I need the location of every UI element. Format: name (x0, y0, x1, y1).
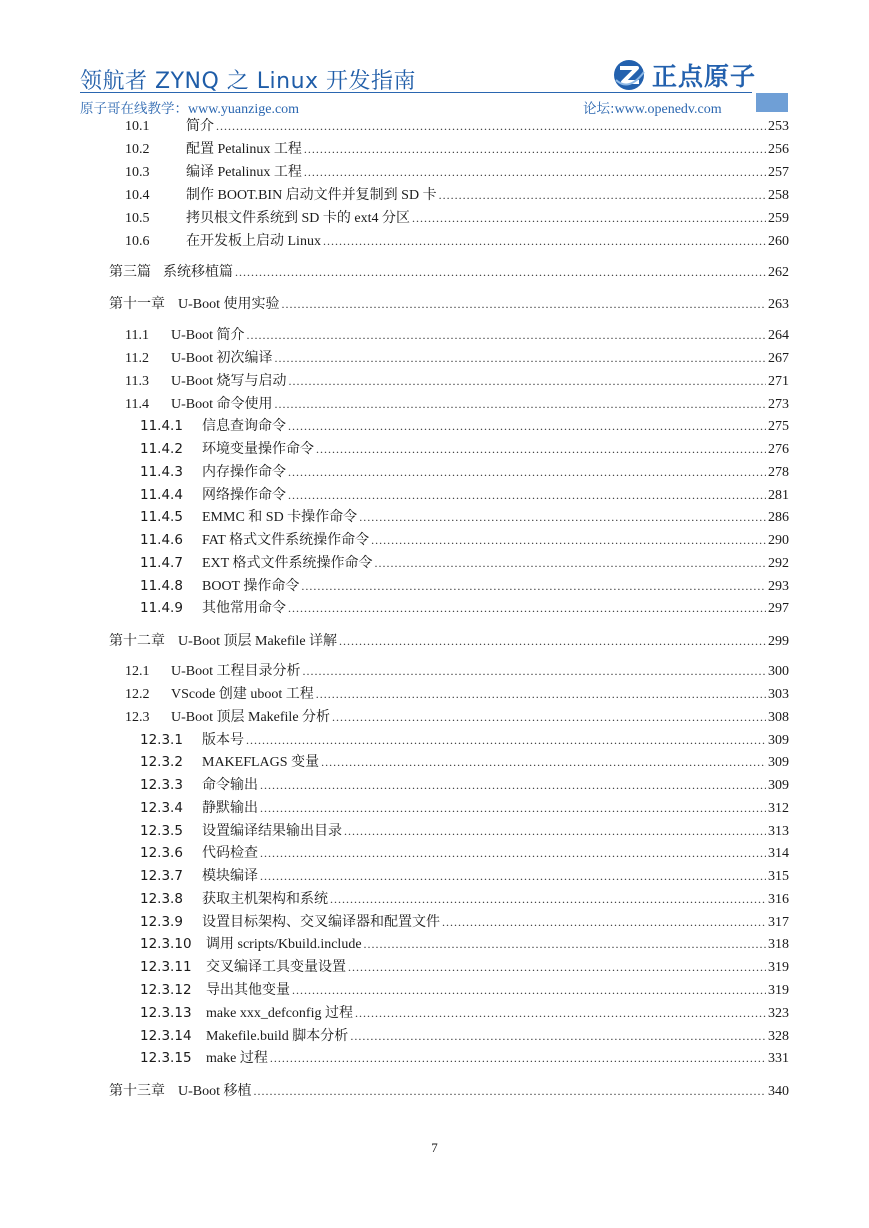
toc-leader-dots (374, 556, 766, 571)
header-divider (80, 92, 752, 93)
toc-entry-number: 10.6 (125, 234, 150, 249)
toc-entry-number: 12.3.13 (140, 1005, 192, 1021)
toc-entry-number: 11.4.4 (140, 487, 183, 503)
toc-chapter-entry[interactable] (109, 630, 789, 650)
toc-entry-title: VScode 创建 uboot 工程 (171, 687, 314, 702)
toc-entry-title: 获取主机架构和系统 (202, 892, 328, 907)
toc-entry-title: 交叉编译工具变量设置 (206, 960, 346, 975)
toc-section-entry[interactable] (125, 370, 789, 390)
toc-entry-page: 286 (768, 510, 789, 525)
toc-entry-number: 10.2 (125, 142, 150, 157)
toc-entry-number: 12.3.10 (140, 936, 192, 952)
toc-leader-dots (439, 188, 766, 203)
toc-entry-page: 299 (768, 634, 789, 649)
toc-entry-page: 314 (768, 846, 789, 861)
toc-entry-number: 12.3.9 (140, 914, 183, 930)
toc-entry-title: 模块编译 (202, 869, 258, 884)
toc-leader-dots (246, 733, 766, 748)
toc-entry-number: 11.4.6 (140, 532, 183, 548)
toc-leader-dots (260, 869, 766, 884)
toc-entry-page: 309 (768, 755, 789, 770)
header-left-label: 原子哥在线教学： (80, 101, 188, 117)
toc-entry-title: 配置 Petalinux 工程 (186, 142, 302, 157)
toc-entry-title: 拷贝根文件系统到 SD 卡的 ext4 分区 (186, 211, 410, 226)
toc-entry-number: 12.3.5 (140, 823, 183, 839)
toc-subsection-entry[interactable] (140, 751, 789, 771)
toc-entry-page: 267 (768, 351, 789, 366)
toc-entry-page: 316 (768, 892, 789, 907)
toc-subsection-entry[interactable] (140, 820, 789, 840)
toc-entry-number: 10.3 (125, 165, 150, 180)
toc-leader-dots (282, 297, 767, 312)
toc-entry-page: 319 (768, 960, 789, 975)
toc-subsection-entry[interactable] (140, 729, 789, 749)
toc-entry-number: 第三篇 (109, 265, 151, 280)
toc-subsection-entry[interactable] (140, 911, 789, 931)
toc-leader-dots (292, 983, 766, 998)
toc-subsection-entry[interactable] (140, 1002, 789, 1022)
toc-entry-page: 318 (768, 937, 789, 952)
toc-entry-number: 12.3.4 (140, 800, 183, 816)
toc-leader-dots (289, 374, 767, 389)
toc-entry-number: 11.4.5 (140, 509, 183, 525)
toc-entry-number: 11.1 (125, 328, 149, 343)
toc-subsection-entry[interactable] (140, 552, 789, 572)
toc-leader-dots (235, 265, 766, 280)
toc-entry-page: 276 (768, 442, 789, 457)
toc-entry-title: 代码检查 (202, 846, 258, 861)
toc-entry-number: 11.3 (125, 374, 149, 389)
toc-entry-title: EXT 格式文件系统操作命令 (202, 556, 373, 571)
toc-subsection-entry[interactable] (140, 415, 789, 435)
toc-entry-number: 12.3.6 (140, 845, 183, 861)
toc-leader-dots (288, 419, 766, 434)
toc-entry-number: 12.3.3 (140, 777, 183, 793)
toc-entry-title: U-Boot 移植 (178, 1084, 252, 1099)
toc-entry-title: U-Boot 顶层 Makefile 分析 (171, 710, 331, 725)
toc-section-entry[interactable] (125, 683, 789, 703)
toc-subsection-entry[interactable] (140, 506, 789, 526)
toc-section-entry[interactable] (125, 184, 789, 204)
toc-entry-title: 静默输出 (202, 801, 258, 816)
toc-entry-page: 256 (768, 142, 789, 157)
toc-section-entry[interactable] (125, 161, 789, 181)
toc-entry-title: 简介 (186, 119, 214, 134)
toc-entry-page: 281 (768, 488, 789, 503)
toc-entry-page: 258 (768, 188, 789, 203)
toc-subsection-entry[interactable] (140, 575, 789, 595)
toc-entry-title: 在开发板上启动 Linux (186, 234, 321, 249)
toc-leader-dots (260, 778, 766, 793)
toc-entry-title: make xxx_defconfig 过程 (206, 1006, 353, 1021)
toc-entry-number: 12.3.7 (140, 868, 183, 884)
toc-leader-dots (371, 533, 766, 548)
toc-entry-title: make 过程 (206, 1051, 268, 1066)
toc-entry-title: U-Boot 简介 (171, 328, 245, 343)
toc-entry-title: 制作 BOOT.BIN 启动文件并复制到 SD 卡 (186, 188, 437, 203)
toc-entry-page: 312 (768, 801, 789, 816)
toc-entry-page: 271 (768, 374, 789, 389)
toc-leader-dots (288, 488, 766, 503)
toc-subsection-entry[interactable] (140, 842, 789, 862)
toc-leader-dots (303, 664, 767, 679)
toc-leader-dots (339, 634, 766, 649)
toc-section-entry[interactable] (125, 138, 789, 158)
company-logo (612, 58, 756, 92)
toc-entry-number: 12.3.14 (140, 1028, 192, 1044)
toc-entry-title: U-Boot 烧写与启动 (171, 374, 287, 389)
toc-entry-title: BOOT 操作命令 (202, 579, 300, 594)
toc-entry-number: 11.4.7 (140, 555, 183, 571)
toc-subsection-entry[interactable] (140, 933, 789, 953)
toc-section-entry[interactable] (125, 230, 789, 250)
toc-entry-number: 12.3.2 (140, 754, 183, 770)
toc-entry-page: 309 (768, 733, 789, 748)
toc-entry-page: 290 (768, 533, 789, 548)
toc-entry-number: 12.3.11 (140, 959, 192, 975)
toc-entry-number: 11.4 (125, 397, 149, 412)
page-number: 7 (431, 1140, 438, 1155)
toc-subsection-entry[interactable] (140, 438, 789, 458)
toc-entry-title: FAT 格式文件系统操作命令 (202, 533, 370, 548)
toc-section-entry[interactable] (125, 324, 789, 344)
toc-entry-number: 第十二章 (109, 634, 165, 649)
header-left-url[interactable]: www.yuanzige.com (188, 102, 300, 117)
toc-entry-page: 313 (768, 824, 789, 839)
toc-section-entry[interactable] (125, 207, 789, 227)
toc-entry-page: 308 (768, 710, 789, 725)
toc-entry-number: 10.4 (125, 188, 150, 203)
toc-entry-number: 12.3.15 (140, 1050, 192, 1066)
toc-entry-title: 其他常用命令 (202, 601, 286, 616)
toc-entry-page: 278 (768, 465, 789, 480)
toc-leader-dots (275, 397, 767, 412)
toc-entry-number: 11.4.2 (140, 441, 183, 457)
toc-section-entry[interactable] (125, 393, 789, 413)
toc-leader-dots (270, 1051, 766, 1066)
toc-part-entry[interactable] (109, 261, 789, 281)
toc-entry-title: 网络操作命令 (202, 488, 286, 503)
toc-entry-page: 260 (768, 234, 789, 249)
toc-entry-title: 内存操作命令 (202, 465, 286, 480)
toc-section-entry[interactable] (125, 347, 789, 367)
toc-entry-page: 317 (768, 915, 789, 930)
toc-entry-number: 12.2 (125, 687, 150, 702)
toc-entry-number: 11.2 (125, 351, 149, 366)
toc-entry-page: 292 (768, 556, 789, 571)
toc-entry-page: 309 (768, 778, 789, 793)
toc-subsection-entry[interactable] (140, 979, 789, 999)
toc-entry-title: EMMC 和 SD 卡操作命令 (202, 510, 358, 525)
toc-subsection-entry[interactable] (140, 956, 789, 976)
toc-entry-title: 系统移植篇 (163, 265, 233, 280)
toc-leader-dots (216, 119, 766, 134)
toc-subsection-entry[interactable] (140, 888, 789, 908)
toc-subsection-entry[interactable] (140, 461, 789, 481)
toc-entry-page: 257 (768, 165, 789, 180)
toc-leader-dots (247, 328, 767, 343)
toc-entry-number: 10.1 (125, 119, 150, 134)
toc-leader-dots (350, 1029, 766, 1044)
toc-entry-title: 导出其他变量 (206, 983, 290, 998)
toc-entry-page: 328 (768, 1029, 789, 1044)
toc-leader-dots (344, 824, 766, 839)
toc-entry-title: U-Boot 初次编译 (171, 351, 273, 366)
toc-entry-page: 303 (768, 687, 789, 702)
toc-leader-dots (364, 937, 766, 952)
toc-entry-number: 第十一章 (109, 297, 165, 312)
toc-entry-title: U-Boot 命令使用 (171, 397, 273, 412)
toc-entry-title: 命令输出 (202, 778, 258, 793)
toc-entry-number: 11.4.1 (140, 418, 183, 434)
toc-leader-dots (275, 351, 767, 366)
toc-leader-dots (348, 960, 766, 975)
toc-leader-dots (301, 579, 766, 594)
toc-entry-number: 12.3.12 (140, 982, 192, 998)
toc-entry-page: 253 (768, 119, 789, 134)
toc-leader-dots (355, 1006, 766, 1021)
toc-entry-number: 12.3 (125, 710, 150, 725)
toc-entry-number: 12.3.8 (140, 891, 183, 907)
toc-entry-page: 297 (768, 601, 789, 616)
toc-leader-dots (288, 465, 766, 480)
toc-entry-number: 12.1 (125, 664, 150, 679)
toc-entry-title: 信息查询命令 (202, 419, 286, 434)
toc-entry-number: 11.4.3 (140, 464, 183, 480)
toc-entry-number: 11.4.9 (140, 600, 183, 616)
toc-leader-dots (359, 510, 766, 525)
toc-subsection-entry[interactable] (140, 797, 789, 817)
toc-leader-dots (254, 1084, 767, 1099)
toc-leader-dots (412, 211, 766, 226)
toc-chapter-entry[interactable] (109, 293, 789, 313)
toc-subsection-entry[interactable] (140, 1025, 789, 1045)
toc-entry-page: 319 (768, 983, 789, 998)
toc-entry-page: 264 (768, 328, 789, 343)
toc-entry-page: 262 (768, 265, 789, 280)
header-right-label: 论坛: (583, 101, 615, 117)
toc-entry-title: U-Boot 工程目录分析 (171, 664, 301, 679)
toc-leader-dots (323, 234, 766, 249)
header-right-url[interactable]: www.openedv.com (614, 102, 722, 117)
toc-entry-page: 263 (768, 297, 789, 312)
toc-leader-dots (288, 601, 766, 616)
toc-entry-title: 环境变量操作命令 (202, 442, 314, 457)
toc-leader-dots (332, 710, 766, 725)
toc-section-entry[interactable] (125, 660, 789, 680)
toc-entry-page: 340 (768, 1084, 789, 1099)
toc-entry-page: 300 (768, 664, 789, 679)
toc-subsection-entry[interactable] (140, 865, 789, 885)
toc-leader-dots (321, 755, 766, 770)
toc-leader-dots (304, 142, 766, 157)
toc-entry-number: 第十三章 (109, 1084, 165, 1099)
toc-leader-dots (316, 442, 766, 457)
toc-entry-title: U-Boot 使用实验 (178, 297, 280, 312)
toc-entry-title: 设置目标架构、交叉编译器和配置文件 (202, 915, 440, 930)
toc-leader-dots (260, 801, 766, 816)
toc-subsection-entry[interactable] (140, 529, 789, 549)
toc-entry-page: 315 (768, 869, 789, 884)
logo-text: 正点原子 (652, 62, 757, 91)
toc-entry-title: U-Boot 顶层 Makefile 详解 (178, 634, 338, 649)
toc-subsection-entry[interactable] (140, 774, 789, 794)
toc-subsection-entry[interactable] (140, 484, 789, 504)
toc-leader-dots (260, 846, 766, 861)
toc-entry-number: 11.4.8 (140, 578, 183, 594)
toc-entry-title: Makefile.build 脚本分析 (206, 1029, 349, 1044)
toc-entry-number: 12.3.1 (140, 732, 183, 748)
toc-entry-title: 调用 scripts/Kbuild.include (206, 937, 362, 952)
toc-leader-dots (304, 165, 766, 180)
toc-entry-page: 293 (768, 579, 789, 594)
toc-entry-number: 10.5 (125, 211, 150, 226)
toc-chapter-entry[interactable] (109, 1080, 789, 1100)
toc-leader-dots (316, 687, 766, 702)
toc-leader-dots (330, 892, 766, 907)
toc-entry-title: 版本号 (202, 733, 244, 748)
toc-section-entry[interactable] (125, 706, 789, 726)
toc-entry-page: 323 (768, 1006, 789, 1021)
toc-leader-dots (442, 915, 766, 930)
toc-entry-title: 设置编译结果输出目录 (202, 824, 342, 839)
toc-entry-title: 编译 Petalinux 工程 (186, 165, 302, 180)
logo-z-icon (612, 58, 648, 92)
toc-entry-title: MAKEFLAGS 变量 (202, 755, 320, 770)
document-title: 领航者 ZYNQ 之 Linux 开发指南 (80, 69, 417, 94)
toc-section-entry[interactable] (125, 115, 789, 135)
toc-entry-page: 331 (768, 1051, 789, 1066)
toc-entry-page: 275 (768, 419, 789, 434)
toc-subsection-entry[interactable] (140, 1047, 789, 1067)
toc-entry-page: 259 (768, 211, 789, 226)
header-accent-block (756, 93, 788, 112)
toc-entry-page: 273 (768, 397, 789, 412)
toc-subsection-entry[interactable] (140, 597, 789, 617)
